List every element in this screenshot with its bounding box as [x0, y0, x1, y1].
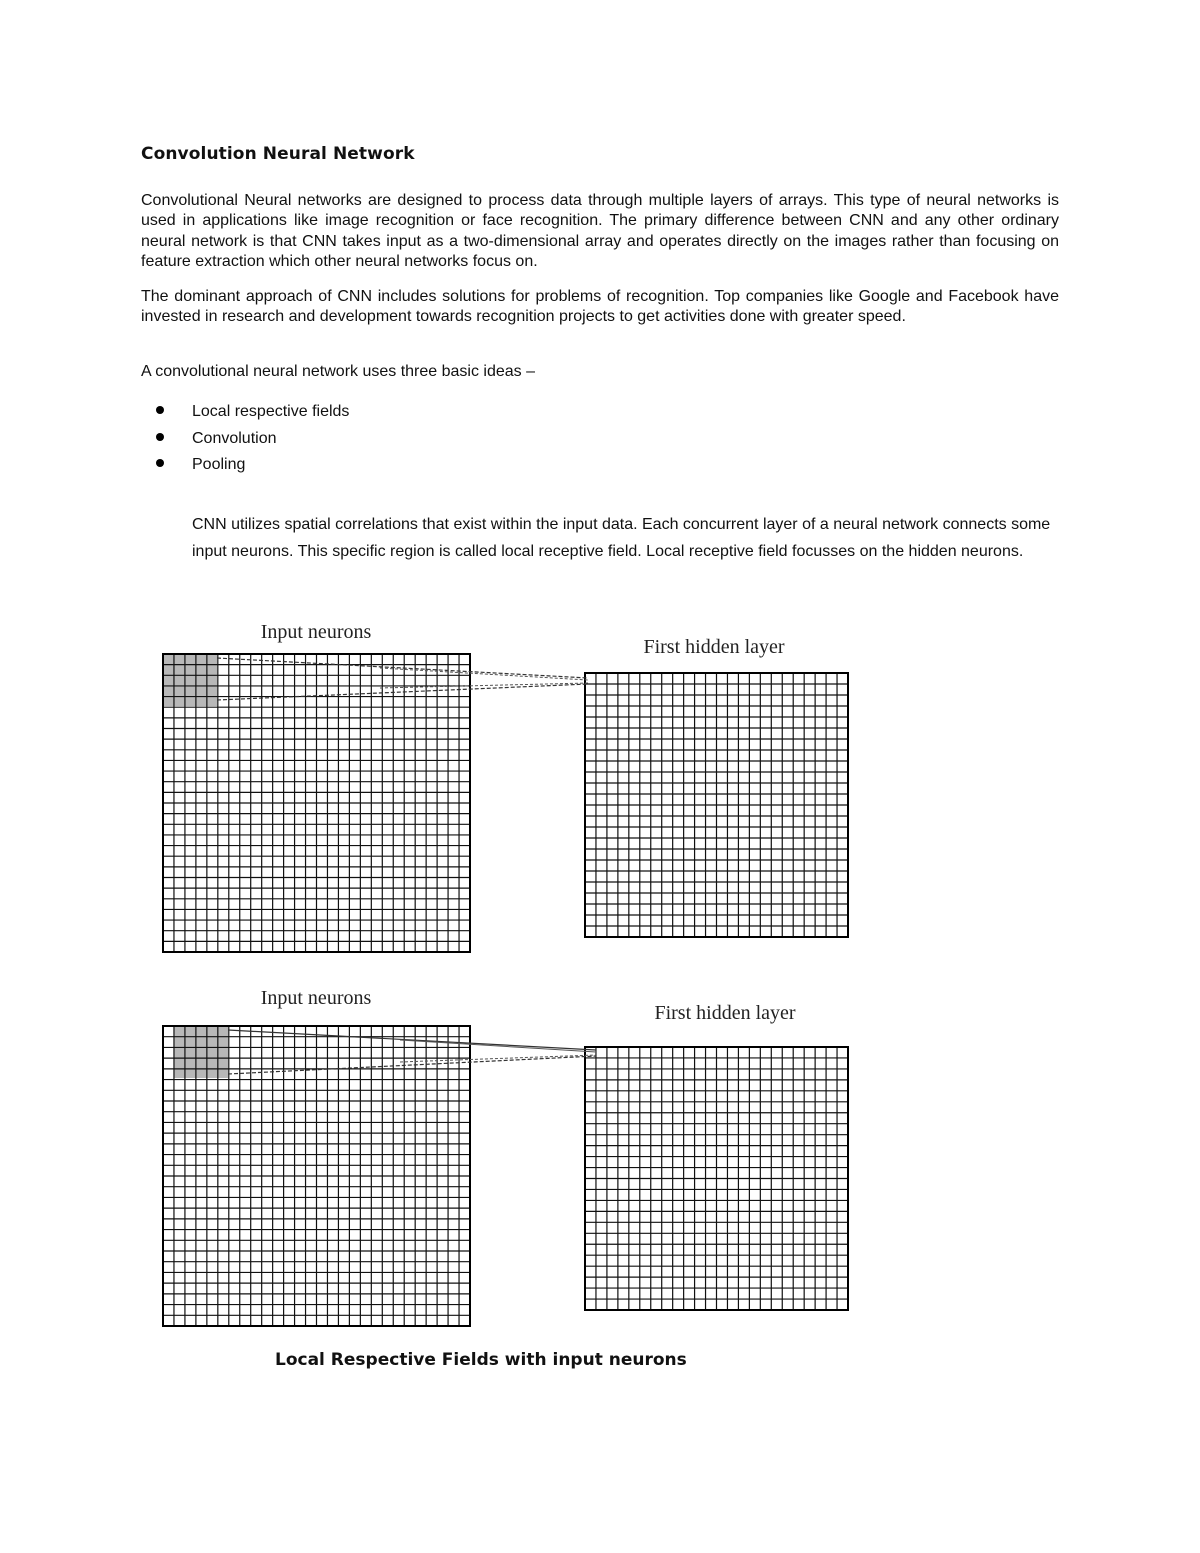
paragraph-approach: The dominant approach of CNN includes solutions for problems of recognition. Top companies like Google and Facebook have invested in research and development towards recognition projects to get activities done with greater speed.	[141, 288, 1059, 326]
paragraph-receptive-field: CNN utilizes spatial correlations that exist within the input data. Each concurrent layer of a neural network connects some input neurons. This specific region is called local receptive field. Local receptive field focusses on the hidden neurons.	[192, 516, 1051, 560]
paragraph-ideas-lead: A convolutional neural network uses three basic ideas –	[141, 363, 536, 380]
bullet-icon	[156, 433, 164, 441]
receptive-field-highlight	[174, 1026, 228, 1078]
input-neurons-label: Input neurons	[260, 987, 372, 1009]
ideas-list	[141, 402, 349, 482]
paragraph-intro: Convolutional Neural networks are designed to process data through multiple layers of arrays. This type of neural networks is used in applications like image recognition or face recognition. The primary difference between CNN and any other ordinary neural network is that CNN takes input as a two-dimensional array and operates directly on the images rather than focusing on feature extraction which other neural networks focus on.	[141, 192, 1059, 270]
hidden-layer-label: First hidden layer	[654, 1002, 796, 1024]
receptive-field-figure	[0, 600, 1200, 1390]
hidden-neuron-grid	[585, 673, 848, 937]
list-item	[141, 455, 349, 482]
hidden-neuron-grid	[585, 1047, 848, 1310]
page-title: Convolution Neural Network	[141, 144, 415, 164]
receptive-field-highlight	[163, 654, 217, 706]
list-item-label: Pooling	[192, 456, 246, 474]
input-neurons-label: Input neurons	[260, 621, 372, 643]
hidden-layer-label: First hidden layer	[643, 636, 785, 658]
bullet-icon	[156, 406, 164, 414]
list-item	[141, 429, 349, 456]
list-item-label: Local respective fields	[192, 403, 350, 420]
connection-line	[380, 668, 588, 680]
bullet-icon	[156, 459, 164, 467]
list-item-label: Convolution	[192, 429, 277, 447]
list-item	[141, 402, 349, 429]
figure-caption: Local Respective Fields with input neurons	[275, 1350, 687, 1370]
connection-line	[400, 1040, 596, 1052]
